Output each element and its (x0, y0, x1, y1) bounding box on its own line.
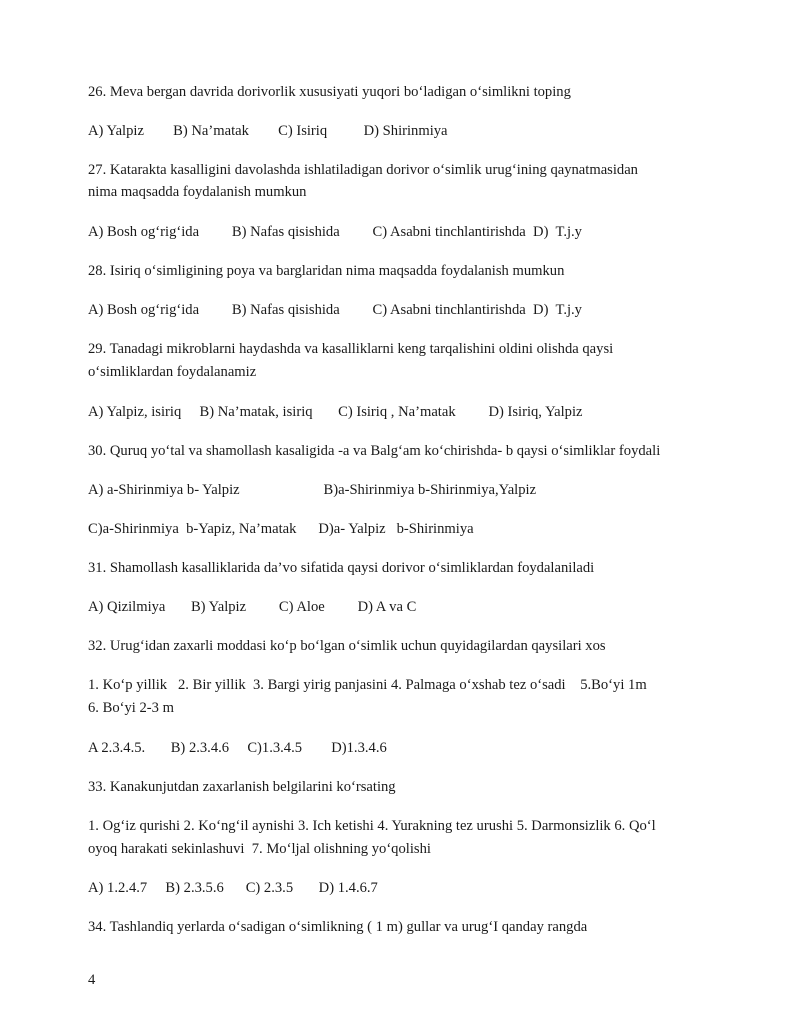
question-32-options: A 2.3.4.5. B) 2.3.4.6 C)1.3.4.5 D)1.3.4.6 (88, 740, 387, 756)
question-27-text-line-1: 27. Katarakta kasalligini davolashda ishlatiladigan dorivor o‘simlik urug‘ining qaynatmasidan (88, 162, 638, 178)
question-31-options: A) Qizilmiya B) Yalpiz C) Aloe D) A va C (88, 599, 417, 615)
question-33-items-line-1: 1. Og‘iz qurishi 2. Ko‘ng‘il aynishi 3. Ich ketishi 4. Yurakning tez urushi 5. Darmonsizlik 6. Qo‘l (88, 818, 656, 834)
question-26-text: 26. Meva bergan davrida dorivorlik xususiyati yuqori bo‘ladigan o‘simlikni toping (88, 84, 571, 100)
question-30-options-line-2: C)a-Shirinmiya b-Yapiz, Na’matak D)a- Yalpiz b-Shirinmiya (88, 521, 474, 537)
question-30-text: 30. Quruq yo‘tal va shamollash kasaligida -a va Balg‘am ko‘chirishda- b qaysi o‘simliklar foydali (88, 443, 661, 459)
question-33-items-line-2: oyoq harakati sekinlashuvi 7. Mo‘ljal olishning yo‘qolishi (88, 841, 431, 857)
question-32-items-line-1: 1. Ko‘p yillik 2. Bir yillik 3. Bargi yirig panjasini 4. Palmaga o‘xshab tez o‘sadi 5.Bo‘yi 1m (88, 677, 647, 693)
question-26-options: A) Yalpiz B) Na’matak C) Isiriq D) Shirinmiya (88, 123, 448, 139)
question-34-text: 34. Tashlandiq yerlarda o‘sadigan o‘simlikning ( 1 m) gullar va urug‘I qanday rangda (88, 919, 588, 935)
question-29-text-line-1: 29. Tanadagi mikroblarni haydashda va kasalliklarni keng tarqalishini oldini olishda qaysi (88, 341, 614, 357)
question-29-text-line-2: o‘simliklardan foydalanamiz (88, 364, 257, 380)
question-31-text: 31. Shamollash kasalliklarida da’vo sifatida qaysi dorivor o‘simliklardan foydalaniladi (88, 560, 595, 576)
question-29-options: A) Yalpiz, isiriq B) Na’matak, isiriq C) Isiriq , Na’matak D) Isiriq, Yalpiz (88, 404, 583, 420)
question-28-options: A) Bosh og‘rig‘ida B) Nafas qisishida C) Asabni tinchlantirishda D) T.j.y (88, 302, 582, 318)
question-33-text: 33. Kanakunjutdan zaxarlanish belgilarini ko‘rsating (88, 779, 396, 795)
question-30-options-line-1: A) a-Shirinmiya b- Yalpiz B)a-Shirinmiya b-Shirinmiya,Yalpiz (88, 482, 537, 498)
question-27-text-line-2: nima maqsadda foydalanish mumkun (88, 184, 307, 200)
question-32-items-line-2: 6. Bo‘yi 2-3 m (88, 700, 174, 716)
question-28-text: 28. Isiriq o‘simligining poya va barglaridan nima maqsadda foydalanish mumkun (88, 263, 565, 279)
question-27-options: A) Bosh og‘rig‘ida B) Nafas qisishida C) Asabni tinchlantirishda D) T.j.y (88, 224, 582, 240)
page-number: 4 (88, 972, 96, 988)
question-32-text: 32. Urug‘idan zaxarli moddasi ko‘p bo‘lgan o‘simlik uchun quyidagilardan qaysilari xos (88, 638, 606, 654)
question-33-options: A) 1.2.4.7 B) 2.3.5.6 C) 2.3.5 D) 1.4.6.7 (88, 880, 378, 896)
